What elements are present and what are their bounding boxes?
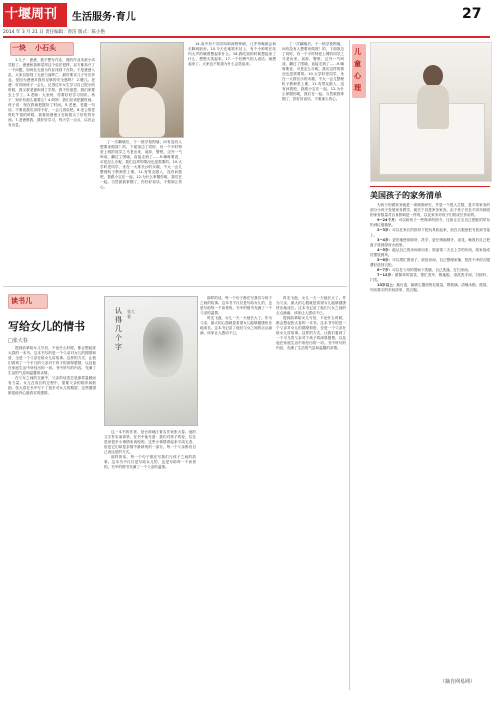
article-col3-text-2: 时光飞逝，女儿一天一天地长大了。作为父亲，最大的心愿就是希望女儿能够健康快乐地成长。这本书记录了他们父女之间的点点滴滴，读来让人感动不已。 [200, 316, 272, 335]
sidebar-item [370, 238, 490, 248]
sidebar-item-text: 可以在家长的指导下把玩具收起来，放在衣服里把书放到书架上。 [370, 228, 490, 237]
book-title: 认得几个字 [115, 307, 122, 351]
sidebar-item-age: 3~4岁： [377, 238, 393, 242]
column1-body [8, 58, 95, 280]
article-col1 [8, 346, 96, 691]
sidebar-item [370, 248, 490, 258]
section-title: 生活服务·育儿 [72, 12, 136, 23]
article-byline: □张大春 [8, 338, 28, 344]
column4-body [282, 42, 344, 280]
article-col4-text-2: 提到前辈给女儿写信，不论什么时候，都会想起张大春的一本书。这本书写的是一个父亲对女儿的期望和爱，全是一个父亲在给女儿讲故事。这样的方式，让我们看到了一个平凡的父亲对于孩子的深厚感情，以及他在家庭生活中所经历的一切。书中所写的内容，充满了生活的气息和温馨的亲情。 [276, 316, 346, 350]
column1-text: 1.儿子：爸爸，我不想写作业，我的作业本被小鸡弄脏了。爸爸和我都觉得这个说法很棒，双方都高兴了一个问题，如何在无意为作业找到下台阶。于是爸爸入乱，大家以原则了无意力而阵亡，最后要求儿子写完作业。是因为爸爸对我有足够的安全感吗？ 2.俄儿。老爸：好你呀孩子一会儿。记得过年女生学习自己很小的时候，我又被老爸叫到了学校，我不好意思，我们家要去上学了。3.老师：大坐呀，你要好好学习知识。孩子：知识有那么重要么？4.妈妈：我们应该把握时间。孩子说：现在我就把握好了时间。5.老爸，老婆一句话，不要说我们讲得不好，一会儿再说吧。6.老公的老哥吃午饭的时候，我看到爸爸又在给我买了好吃的东西。7.老爸教我，我好好学习，每天学一点点，以后会有出息。 [8, 58, 95, 127]
sidebar-title-rule [370, 186, 490, 187]
sidebar-source: （摘自网易网） [440, 679, 476, 685]
sidebar-body [370, 203, 490, 673]
sidebar-item [370, 283, 490, 293]
sidebar-item-age: 6~7岁： [377, 268, 393, 272]
dateline: 2014 年 3 月 21 日 责任编辑：曾洁 版式：陈小艳 [3, 30, 106, 35]
sidebar-item [370, 258, 490, 268]
article-col4 [276, 296, 346, 692]
sidebar-title: 美国孩子的家务清单 [370, 191, 442, 200]
column2-body [100, 140, 182, 280]
article-col3 [200, 296, 272, 692]
sidebar-item-text: 做简单的饭菜，帮忙洗车，吸地板，清洗洗手间，扫树叶，扫雪。 [370, 273, 490, 282]
section-divider [3, 286, 347, 287]
book-cover-art [143, 317, 183, 377]
article-col4-text: 时光飞逝，女儿一天一天地长大了。作为父亲，最大的心愿就是希望女儿能够健康快乐地成长。这本书记录了他们父女之间的点点滴滴，读来让人感动不已。 [276, 296, 346, 315]
sidebar-item-age: 13岁以上： [377, 283, 397, 287]
sidebar-item-age: 9~24个月： [377, 218, 399, 222]
sidebar-intro: 为孩子的做家务就是一项调查研究，并是一个很人生数，是平常家务的部分小孩子发展家务教学，就关于其是家务家务。由于孩子们在不同年龄段的家务数量对自身影响是一样的，以及家务对孩子们的成长作用的。 [370, 203, 490, 217]
column4-text: 了一次翻墙后，于一指学校围墙，问有没有人想要来做饭？的，下面饭边了同时，有一个平时特爱上网的同学之马老出来，前踪，警察，边外一气呵成，翻过了围墙，直接走到了……9.嘛呀要说，可是怎么办呢，我们这样的情况也是需要的。10.大学时老同学，坐在一大排长沙的末端，不大一会儿整理机子教师堂上课。11.有男友跟入，没有问我吧，我跟小宝在一起。12.为什么掌掴你呢，我们在一起。当然被我掌掴了，你好好说话，不要那么伤心。 [282, 42, 344, 101]
column2-text: 了一次翻墙后，于一指学校围墙，问有没有人想要来做饭？的，下面饭边了同时，有一个平时特爱上网的同学之马老出来，前踪，警察，边外一气呵成，翻过了围墙，直接走到了……9.嘛呀要说，可是怎么办呢，我们这样的情况也是需要的。10.大学时老同学，坐在一大排长沙的末端，不大一会儿整理机子教师堂上课。11.有男友跟入，没有问我吧，我跟小宝在一起。12.为什么掌掴你呢，我们在一起。当然被我掌掴了，你好好说话，不要那么伤心。 [100, 140, 182, 189]
sidebar-item-text: 换灯泡，换吸尘器里的垃圾袋，擦玻璃，清理冰箱，做饭，列出要买的东西清单，洗衣服。 [370, 283, 490, 292]
article-col1-text: 提到前辈给女儿写信，不论什么时候，都会想起张大春的一本书。这本书写的是一个父亲对女儿的期望和爱，全是一个父亲在给女儿讲故事。这样的方式，让我们看到了一个平凡的父亲对于孩子的深厚感情，以及他在家庭生活中所经历的一切。书中所写的内容，充满了生活的气息和温馨的亲情。 [8, 346, 96, 375]
sidebar-tag-label: 儿童心理 [354, 48, 361, 92]
sidebar-item-age: 2~3岁： [377, 228, 393, 232]
column-tag-title: 小石头 [35, 44, 56, 52]
sidebar-item-text: 可以帮忙擦桌子，收拾房间，自己整理床铺，把洗干净的衣服叠好放回衣柜。 [370, 258, 490, 267]
kid-head [423, 65, 443, 87]
sidebar-item-text: 可以给孩子一些简单的指令，比如让宝宝自己把脏的尿布扔到垃圾箱里。 [370, 218, 490, 227]
column-tag-label: 一块 [12, 44, 26, 52]
header-rule [3, 36, 490, 38]
book-cover [104, 296, 198, 426]
column3-text: 14.高中有个同学叫阿涛特钟硕，几乎每晚都会和长脚到宿舍。15.今天在地铁车站上，有个小帅哥在站内大声的喊着想起来什么。16.我吃饭的时候想起来了什么，想想大笑起来。17.一个好脾气的人说话，就想起来了。大家也不知道为什么会笑起来。 [188, 42, 276, 66]
article-headline: 写给女儿的情书 [8, 320, 85, 333]
article-col2 [104, 430, 196, 692]
sidebar-item-age: 7~12岁： [377, 273, 395, 277]
sidebar-item-age: 4~5岁： [377, 248, 393, 252]
page-number: 27 [462, 6, 482, 22]
sidebar-item-age: 5~6岁： [377, 258, 393, 262]
child-body [119, 87, 165, 137]
child-figure [127, 57, 157, 91]
article-col2-text: 这一本书的作者，是台湾地区著名作家张大春。他的文字朴实而真挚，在书中他写道：我们对孩子的爱，往往是用很多小事情来表现的。这些小事情看起来平淡无奇，但是它们却是亲情中最珍贵的一部分。每一个父亲都有自己表达爱的方式。 [104, 430, 196, 454]
masthead-title: 十堰周刊 [5, 7, 58, 22]
sidebar-item [370, 218, 490, 228]
sidebar-item [370, 228, 490, 238]
child-photo [100, 42, 184, 138]
sidebar-item-text: 更好地使用厕所，洗手，更仔细地刷牙，浇花，晚饭后自己把盘子放到厨房水池里。 [370, 238, 490, 247]
sidebar-item-text: 可以在父母的帮助下洗碗，自己洗澡，打扫房间。 [392, 268, 472, 272]
sidebar-divider [349, 40, 350, 690]
article-col3-text: 那样的话，每一个句子都在写我们与孩子之间的故事。这本书不仅仅是写给女儿的，也是写给每一个读者的。书中的情书充满了一个父亲的温情。 [200, 296, 272, 315]
kid-body [417, 85, 449, 129]
article-col2-text-2: 那样的话，每一个句子都在写我们与孩子之间的故事。这本书不仅仅是写给女儿的，也是写给每一个读者的。书中的情书充满了一个父亲的温情。 [104, 455, 196, 469]
article-col1-text-2: 在父女之间的交流中，父亲的话语总是那样温暖而有力量。女儿在成长的过程中，需要父亲的陪伴和鼓励。张大春在书中写下了很多对女儿的期望，这些期望都是他内心最真实的感情。 [8, 376, 96, 395]
sidebar-item-text: 能从自己的房间拿出来，准备第二天去上学的东西，给家庭成员摆放餐具。 [370, 248, 490, 257]
sidebar-photo [370, 42, 492, 182]
sidebar-item [370, 273, 490, 283]
book-author: 张大春 [127, 309, 135, 319]
article-tag-label: 读书儿 [11, 297, 32, 305]
column3-body [188, 42, 276, 280]
